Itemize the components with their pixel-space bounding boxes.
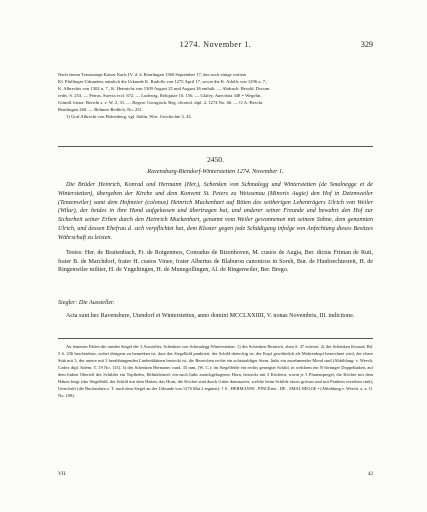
top-footnote	[58, 71, 373, 120]
footnote-line: K. Albrechts von 1302 u. 7., K. Heinrichs von 1309 August 25 und August 26 enthält. — Abdruck: Besold, Docum.	[58, 86, 271, 92]
footnote-line: Kl. Pfullinger Urkunden, nämlich die Urkunde K. Rudolfs von 1275 April 17, sowie die K. Adolfs von 1296 u. 7.,	[58, 79, 268, 85]
document-number: 2450.	[207, 155, 224, 164]
sealer-value: Die Aussteller.	[78, 300, 115, 306]
witness-text: Testes: Her. de Braitenbach, Fr. de Rotgenmos, Conradus de Bizenhoven, M. custos de Augia, Ber. dictus Friman de Ruti, frater B. de Marchdorf, frater H. custos Vinee, frater Albertus de Blaburon canonicus in Soreh, Bur. de Hunbrechtesrett, H. de Ringenwiler militer, H. de Yngeltingen, H. de Munegollingen, Al. de Ringenwiler, Ber. Brego.	[58, 250, 373, 274]
regest-paragraph	[58, 181, 373, 242]
sealer-line	[58, 299, 373, 308]
regest-text: Die Brüder Heinrich, Konrad und Hermann (Her.), Schenken von Schmalegg und Winterstetten (de Smalnegge et de Winterstetten), übergeben der Kirche und dem Konvent St. Peters zu Weissenau (Minoris Augie) den Hof in Detzmweiler (Tenzenwiler) samt dem Hofmeier (colonus) Heinrich Muckenhart auf Bitten des seitherigen Lehenträgers Ulrich von Weiler (Wilar), der beides in ihre Hand aufgelassen und übertragen hat, und anderer seiner Freunde und bewahrt den Hof zur Sicherheit seiner Erben durch den Heinrich Muckenhart, genannt vom Weiler gewonnenen mit seinem Sohne, dem genannten Ulrich, und dessen Ehefrau d. sich verpflichtet hat, dem Kloster gegen jede Schädigung infolge von Anfechtung dieses Besitzes Währschaft zu leisten.	[58, 182, 373, 241]
sealer-label: Siegler:	[58, 300, 78, 306]
seal-description: An leinenen Fäden die runden Siegel der 3 Aussteller, Schenken von Schmalegg-Winterstetten: 1) des Schenken Heinrich, oben S. 47 erörtert. 2) des Schenken Konrad, Bd. 5 S. 236 beschrieben, wobei übrigens zu bemerken ist, dass das Siegelbild punktiert, der Schild dreieckig ist, der Kopf gewöhnlich als Mohrenkopf bezeichnet wird, der obere Stab mit 3, der untere mit 3 herabhängenden Lindenblättern besteckt ist, die Bezeichen rechts ein achtstrahliger Stern, links ein zunehmender Mond sind (Abbildung: v. Weech, Codex dipl. Salem. T. 19 No. 113). 3) des Schenken Hermann: rund, 35 mm, (W. C.): im Siegelfelde ein rechts geneigter Schild, in welchem ein N-förmiger Doppelhaken, auf dem linken Oberteil des Schildes ein Topfhelm, Helmkleinod: ein nach links zurückgebogenes Horn, besteckt mit 3 Köchern, worin je 3 Pfauenspiegel, die Köcher mit dem Haken beigt (das Siegelbild, der Schild mit dem Haken, das Horn, die Köcher sind durch Gitter damasziert, welche beim Schilde etwas grösser und mit Punkten versehen sind); Umschrift (die Buchstaben z. T. nach dem Siegel an der Urkunde von 1276 Mai 2 ergänzt): † S . HERMANNI . PINCErne . DE . SMALNEGGE • (Abbildung v. Weech, a. a. O. No. 108).	[58, 344, 373, 398]
header-date: 1274. November 1.	[179, 40, 252, 49]
running-header	[58, 40, 373, 54]
bottom-footnotes	[58, 344, 373, 400]
dating-clause	[58, 312, 373, 321]
actum-text: Acta sunt hec Ravensbure, Utendorf et Winterstetten, anno domini MCCLXXIIII, V. nonas Novembris, III. indictione.	[66, 313, 355, 319]
witness-list	[58, 249, 373, 275]
section-divider	[58, 146, 373, 147]
footer-volume: VII.	[58, 471, 67, 477]
footnote-line: Reutlingen 260. — Böhmer-Redlich, No. 251.	[58, 107, 144, 113]
document-title: Ravensburg-Biendorf-Winterstetten 1274. November 1.	[147, 168, 284, 175]
footer-sheet-number: 42	[367, 471, 373, 477]
footnote-note: 1) Graf Albrecht von Hohenberg, vgl. Stälin, Wirt. Geschichte 3, 43.	[66, 114, 192, 120]
footnote-line: Nach einem Transsumpt Kaiser Karls IV. d. d. Reutlingen 1360 September 17, das noch einige weitere	[58, 72, 247, 77]
footnote-divider	[58, 338, 373, 339]
page-number: 329	[360, 40, 373, 49]
footnote-line: Gründl. histor. Bericht s. e. W. 2, 31. — Regest: Georgisch, Reg. chronol. dipl. 2, 1274 No. 66. — O.A.-Beschr.	[58, 100, 264, 106]
footnote-line: rediv. S. 253. — Petrus, Suevia eccl. 672. — Ludewig, Reliquiae 10, 156. — Glafey, Anecdota 348 = Wegelin,	[58, 93, 262, 99]
